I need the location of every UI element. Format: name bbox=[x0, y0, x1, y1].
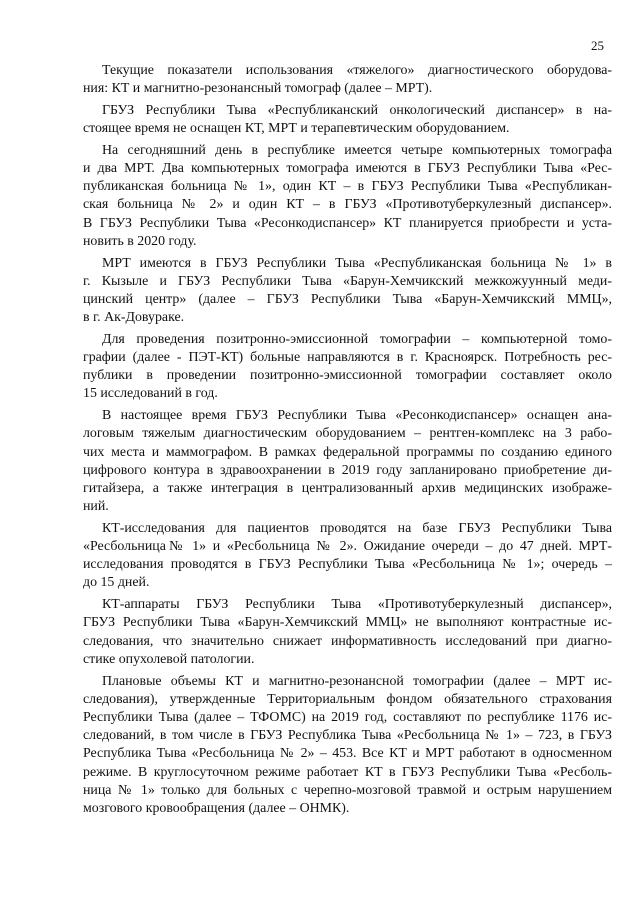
text-line: ГБУЗ Республики Тыва «Барун-Хемчикский ММЦ» не выполняют контрастные ис- bbox=[83, 615, 612, 631]
text-line: Для проведения позитронно-эмиссионной томографии – компьютерной томо- bbox=[102, 331, 612, 347]
text-line: В настоящее время ГБУЗ Республики Тыва «Ресонкодиспансер» оснащен ана- bbox=[102, 408, 612, 424]
text-line: следования, что значительно снижает информативность исследований при диагно- bbox=[83, 633, 612, 649]
page-number: 25 bbox=[591, 38, 604, 53]
text-line: Республики Тыва (далее – ТФОМС) на 2019 год, составляют по республике 1176 ис- bbox=[83, 709, 612, 725]
text-line: чих места и маммографом. В рамках федеральной программы по созданию единого bbox=[83, 444, 612, 460]
paragraph bbox=[83, 255, 612, 328]
text-line: графии (далее - ПЭТ-КТ) больные направляются в г. Красноярск. Потребность рес- bbox=[83, 350, 612, 366]
paragraph bbox=[83, 596, 612, 669]
text-line: Текущие показатели использования «тяжелого» диагностического оборудова- bbox=[102, 63, 612, 78]
text-line: логовым тяжелым диагностическим оборудованием – рентген-комплекс на 3 рабо- bbox=[83, 426, 612, 442]
text-line: МРТ имеются в ГБУЗ Республики Тыва «Республиканская больница № 1» в bbox=[102, 255, 612, 271]
paragraph bbox=[83, 142, 612, 251]
text-line: г. Кызыле и ГБУЗ Республики Тыва «Барун-Хемчикский межкожуунный меди- bbox=[83, 273, 612, 289]
text-line: стоящее время не оснащен КТ, МРТ и терапевтическим оборудованием. bbox=[83, 121, 510, 137]
paragraph bbox=[83, 331, 612, 404]
text-line: до 15 дней. bbox=[83, 575, 150, 591]
text-line: следований, в том числе в ГБУЗ Республика Тыва «Ресбольница № 1» – 723, в ГБУЗ bbox=[83, 728, 612, 744]
text-line: гитайзера, а также интеграция в централизованный архив медицинских изображе- bbox=[83, 480, 612, 496]
text-line: и два МРТ. Два компьютерных томографа имеются в ГБУЗ Республики Тыва «Рес- bbox=[83, 161, 612, 177]
paragraph bbox=[83, 673, 612, 819]
document-body bbox=[83, 62, 612, 822]
text-line: мозгового кровообращения (далее – ОНМК). bbox=[83, 800, 350, 816]
text-line: ГБУЗ Республики Тыва «Республиканский онкологический диспансер» в на- bbox=[102, 102, 612, 118]
text-line: стике опухолевой патологии. bbox=[83, 651, 255, 667]
text-line: в г. Ак-Довураке. bbox=[83, 310, 185, 326]
text-line: режиме. В круглосуточном режиме работает КТ в ГБУЗ Республики Тыва «Ресболь- bbox=[83, 764, 612, 780]
text-line: 15 исследований в год. bbox=[83, 386, 218, 402]
text-line: следования), утвержденные Территориальным фондом обязательного страхования bbox=[83, 691, 612, 707]
text-line: публики в проведении позитронно-эмиссионной томографии составляет около bbox=[83, 368, 612, 384]
text-line: КТ-исследования для пациентов проводятся на базе ГБУЗ Республики Тыва bbox=[102, 520, 612, 536]
text-line: цинский центр» (далее – ГБУЗ Республики Тыва «Барун-Хемчикский ММЦ», bbox=[83, 291, 612, 307]
text-line: ния: КТ и магнитно-резонансный томограф (далее – МРТ). bbox=[83, 81, 433, 97]
paragraph bbox=[83, 520, 612, 593]
text-line: ний. bbox=[83, 499, 109, 515]
text-line: публиканская больница № 1», один КТ – в ГБУЗ Республики Тыва «Республикан- bbox=[83, 179, 612, 195]
paragraph bbox=[83, 407, 612, 516]
text-line: цифрового контура в здравоохранении в 2019 году запланировано приобретение ди- bbox=[83, 462, 612, 478]
text-line: На сегодняшний день в республике имеется четыре компьютерных томографа bbox=[102, 142, 612, 158]
text-line: исследования проводятся в ГБУЗ Республики Тыва «Ресбольница № 1»; очередь – bbox=[83, 557, 612, 573]
text-line: В ГБУЗ Республики Тыва «Ресонкодиспансер» КТ планируется приобрести и уста- bbox=[83, 215, 612, 231]
text-line: новить в 2020 году. bbox=[83, 233, 197, 249]
text-line: КТ-аппараты ГБУЗ Республики Тыва «Противотуберкулезный диспансер», bbox=[102, 597, 612, 613]
text-line: «Ресбольница№ 1» и «Ресбольница № 2». Ожидание очереди – до 47 дней. МРТ- bbox=[83, 539, 612, 555]
text-line: Республика Тыва «Ресбольница № 2» – 453. Все КТ и МРТ работают в односменном bbox=[83, 746, 612, 762]
paragraph bbox=[83, 102, 612, 138]
text-line: Плановые объемы КТ и магнитно-резонансной томографии (далее – МРТ ис- bbox=[102, 673, 612, 689]
text-line: ница № 1» только для больных с черепно-мозговой травмой и острым нарушением bbox=[83, 782, 612, 798]
text-line: ская больница № 2» и один КТ – в ГБУЗ «Противотуберкулезный диспансер». bbox=[83, 197, 612, 213]
paragraph bbox=[83, 62, 612, 98]
